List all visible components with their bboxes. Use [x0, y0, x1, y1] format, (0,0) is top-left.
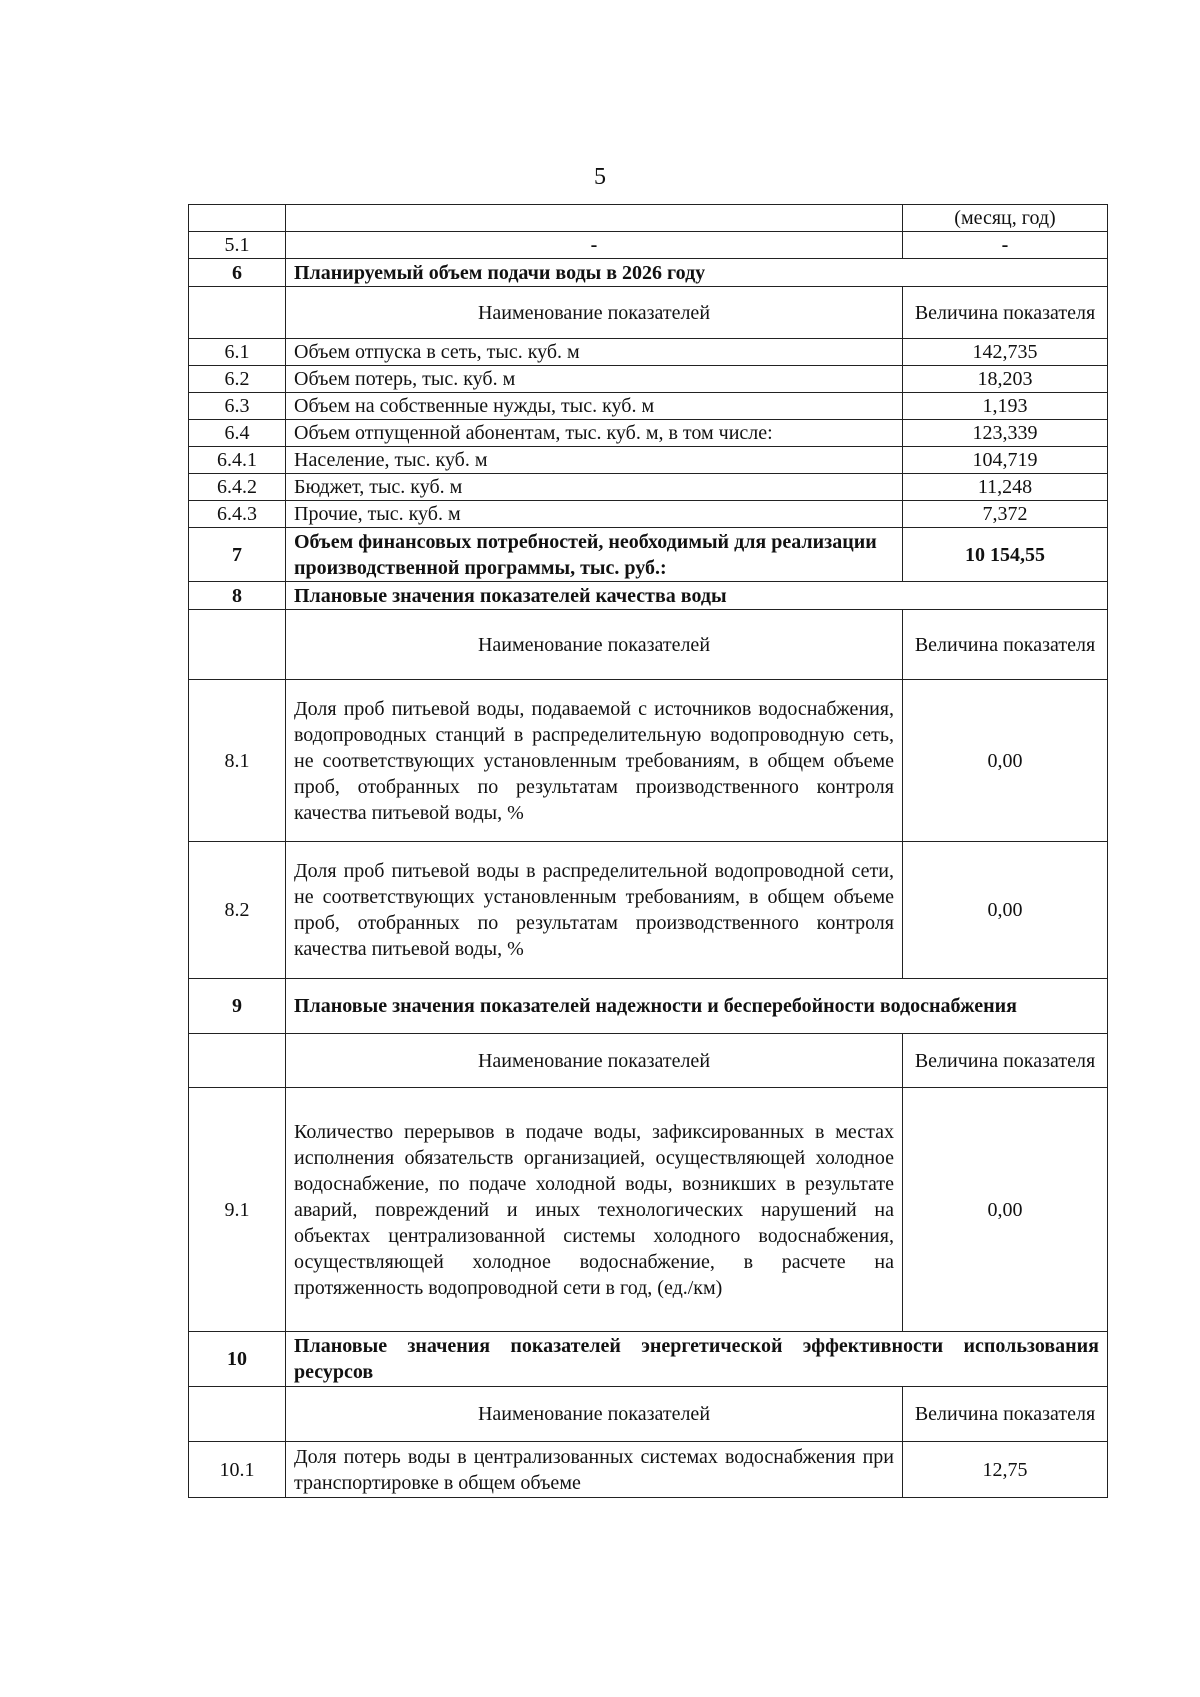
indicator-value: 7,372: [903, 501, 1108, 528]
indicators-table: [188, 204, 1108, 1498]
table-row: [189, 474, 1108, 501]
row-number: 6.2: [189, 366, 286, 393]
indicator-name: Объем на собственные нужды, тыс. куб. м: [286, 393, 903, 420]
table-row: [189, 1034, 1108, 1088]
table-row: [189, 501, 1108, 528]
page-number: 5: [594, 164, 606, 190]
row-number: 6.4: [189, 420, 286, 447]
column-header-name: Наименование показателей: [286, 1387, 903, 1442]
row-number: 8.2: [189, 842, 286, 979]
indicator-value: 0,00: [903, 1088, 1108, 1332]
indicator-name: Население, тыс. куб. м: [286, 447, 903, 474]
indicator-name: Прочие, тыс. куб. м: [286, 501, 903, 528]
indicator-value: 142,735: [903, 339, 1108, 366]
row-number: [189, 1387, 286, 1442]
table-row: [189, 339, 1108, 366]
column-header-value: Величина показателя: [903, 1034, 1108, 1088]
row-number: 6.4.2: [189, 474, 286, 501]
indicator-value: 12,75: [903, 1442, 1108, 1498]
column-header-value: Величина показателя: [903, 287, 1108, 339]
indicator-value: 0,00: [903, 842, 1108, 979]
section-title: Планируемый объем подачи воды в 2026 году: [286, 259, 1108, 287]
indicator-name: Доля проб питьевой воды в распределительной водопроводной сети, не соответствующих установленным требованиям, в общем объеме проб, отобранных по результатам производственного контроля качества питьевой воды, %: [286, 842, 903, 979]
table-row: [189, 528, 1108, 582]
row-number: 6.3: [189, 393, 286, 420]
row-number: 8: [189, 582, 286, 610]
indicator-name: Количество перерывов в подаче воды, зафиксированных в местах исполнения обязательств организацией, осуществляющей холодное водоснабжение, по подаче холодной воды, возникших в результате аварий, повреждений и иных технологических нарушений на объектах централизованной системы холодного водоснабжения, осуществляющей холодное водоснабжение, в расчете на протяженность водопроводной сети в год, (ед./км): [286, 1088, 903, 1332]
indicator-name: Бюджет, тыс. куб. м: [286, 474, 903, 501]
indicator-value: 104,719: [903, 447, 1108, 474]
table-row: [189, 232, 1108, 259]
table-row: [189, 610, 1108, 680]
section-title: Плановые значения показателей энергетической эффективности использования ресурсов: [286, 1332, 1108, 1387]
row-number: 9: [189, 979, 286, 1034]
row-number: 6.4.1: [189, 447, 286, 474]
table-row: [189, 979, 1108, 1034]
table-row: [189, 1387, 1108, 1442]
indicator-value: -: [903, 232, 1108, 259]
indicator-value: 11,248: [903, 474, 1108, 501]
table-row: [189, 1442, 1108, 1498]
indicator-value: 123,339: [903, 420, 1108, 447]
indicator-name: -: [286, 232, 903, 259]
section-title: Плановые значения показателей качества воды: [286, 582, 1108, 610]
column-header-name: Наименование показателей: [286, 610, 903, 680]
indicator-value: 1,193: [903, 393, 1108, 420]
row-number: 9.1: [189, 1088, 286, 1332]
row-number: [189, 1034, 286, 1088]
section-title: Плановые значения показателей надежности и бесперебойности водоснабжения: [286, 979, 1108, 1034]
table-row: [189, 205, 1108, 232]
indicator-name: Объем потерь, тыс. куб. м: [286, 366, 903, 393]
indicator-value: 10 154,55: [903, 528, 1108, 582]
row-number: [189, 610, 286, 680]
row-number: 10.1: [189, 1442, 286, 1498]
row-number: 7: [189, 528, 286, 582]
row-number: 6.4.3: [189, 501, 286, 528]
indicator-value: 0,00: [903, 680, 1108, 842]
column-header-name: Наименование показателей: [286, 1034, 903, 1088]
table-row: [189, 1332, 1108, 1387]
indicator-name: Доля проб питьевой воды, подаваемой с источников водоснабжения, водопроводных станций в распределительную водопроводную сеть, не соответствующих установленным требованиям, в общем объеме проб, отобранных по результатам производственного контроля качества питьевой воды, %: [286, 680, 903, 842]
indicator-name: Объем финансовых потребностей, необходимый для реализации производственной программы, тыс. руб.:: [286, 528, 903, 582]
table-row: [189, 366, 1108, 393]
row-number: 6: [189, 259, 286, 287]
table-row: [189, 842, 1108, 979]
row-number: [189, 205, 286, 232]
table-row: [189, 287, 1108, 339]
row-number: 8.1: [189, 680, 286, 842]
column-header-name: Наименование показателей: [286, 287, 903, 339]
row-number: 5.1: [189, 232, 286, 259]
row-number: 6.1: [189, 339, 286, 366]
column-header-value: Величина показателя: [903, 1387, 1108, 1442]
row-number: [189, 287, 286, 339]
indicator-name: Доля потерь воды в централизованных системах водоснабжения при транспортировке в общем объеме: [286, 1442, 903, 1498]
table-row: [189, 1088, 1108, 1332]
table-row: [189, 447, 1108, 474]
column-header-value: Величина показателя: [903, 610, 1108, 680]
table-row: [189, 259, 1108, 287]
table-row: [189, 393, 1108, 420]
indicator-name: [286, 205, 903, 232]
indicator-value: (месяц, год): [903, 205, 1108, 232]
indicator-name: Объем отпущенной абонентам, тыс. куб. м, в том числе:: [286, 420, 903, 447]
row-number: 10: [189, 1332, 286, 1387]
indicator-value: 18,203: [903, 366, 1108, 393]
indicator-name: Объем отпуска в сеть, тыс. куб. м: [286, 339, 903, 366]
table-row: [189, 582, 1108, 610]
table-row: [189, 420, 1108, 447]
table-row: [189, 680, 1108, 842]
